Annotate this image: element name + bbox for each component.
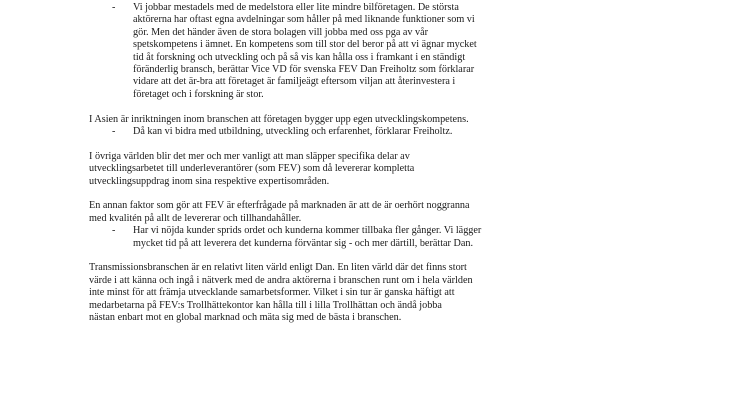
text-line: gör. Men det händer även de stora bolagen vill jobba med oss pga av vår [133,26,429,38]
text-line: utvecklingsarbetet till underleverantörer (som FEV) som då levererar kompletta [89,163,415,175]
text-line: aktörerna har oftast egna avdelningar som håller på med liknande funktioner som vi [133,14,475,26]
text-line: utvecklingsuppdrag inom sina respektive expertisområden. [89,175,330,187]
text-line: nästan enbart mot en global marknad och mäta sig med de bästa i branschen. [89,312,402,324]
paragraph [89,114,599,126]
text-line: Då kan vi bidra med utbildning, utveckling och erfarenhet, förklarar Freiholtz. [133,126,453,138]
text-line: mycket tid på att leverera det kunderna förväntar sig - och mer därtill, berättar Dan. [133,237,474,249]
bullet-paragraph [89,126,599,138]
text-line: Transmissionsbranschen är en relativt liten värld enligt Dan. En liten värld där det finns stort [89,262,467,274]
text-line: vidare att det är-bra att företaget är familjeägt eftersom viljan att återinvestera i [133,76,456,88]
bullet-dash: - [112,225,116,237]
bullet-paragraph [89,225,599,250]
text-line: föränderlig bransch, berättar Vice VD för svenska FEV Dan Freiholtz som förklarar [133,64,475,76]
text-line: Vi jobbar mestadels med de medelstora eller lite mindre bilföretagen. De största [133,2,459,13]
text-line: tid åt forskning och utveckling och på så vis kan hålla oss i framkant i en ständigt [133,51,466,63]
text-line: I övriga världen blir det mer och mer vanligt att man släpper specifika delar av [89,150,410,162]
document-body [89,2,599,325]
text-line: värde i att känna och ingå i nätverk med de andra aktörerna i branschen runt om i hela världen [89,274,473,286]
text-line: inte minst för att främja utvecklande samarbetsformer. Vilket i sin tur är ganska häftigt att [89,287,455,299]
text-line: medarbetarna på FEV:s Trollhättekontor kan hålla till i lilla Trollhättan och ändå jobba [89,299,442,311]
text-line: I Asien är inriktningen inom branschen att företagen bygger upp egen utvecklingskompetens. [89,113,469,125]
bullet-dash: - [112,2,116,13]
paragraph [89,151,599,188]
text-line: företaget och i forskning är stor. [133,88,264,100]
text-line: med kvalitén på allt de levererar och tillhandahåller. [89,212,302,224]
paragraph [89,262,599,324]
text-line: Har vi nöjda kunder sprids ordet och kunderna kommer tillbaka fler gånger. Vi lägger [133,225,482,237]
bullet-dash: - [112,126,116,138]
bullet-paragraph [89,2,599,101]
text-line: spetskompetens i ämnet. En kompetens som till stor del beror på att vi ägnar mycket [133,39,477,51]
paragraph [89,200,599,225]
text-line: En annan faktor som gör att FEV är efterfrågade på marknaden är att de är oerhört noggranna [89,200,470,212]
